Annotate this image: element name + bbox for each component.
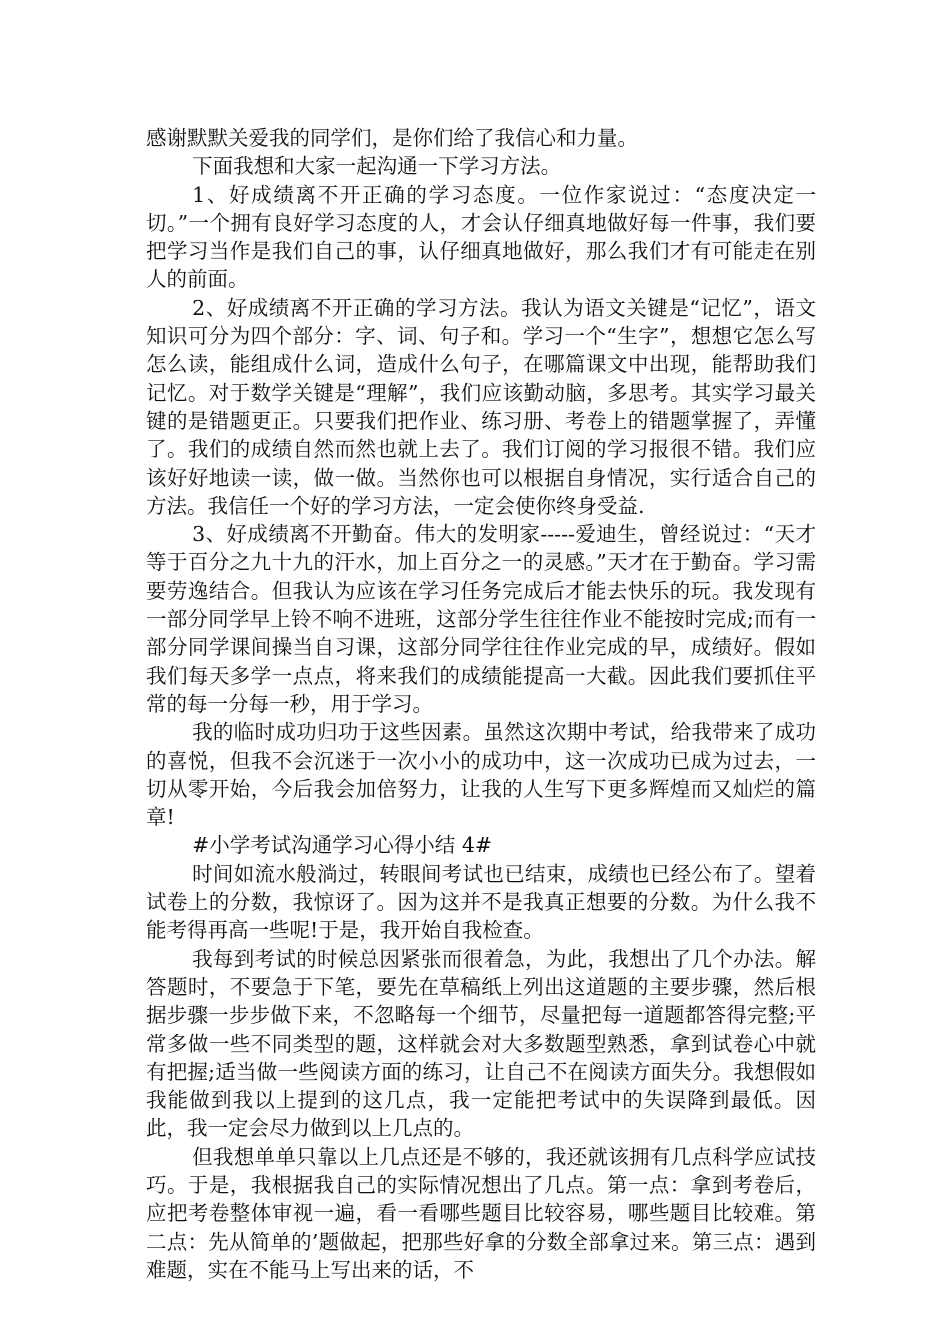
paragraph-point-method: 2、好成绩离不开正确的学习方法。我认为语文关键是“记忆”，语文知识可分为四个部分：字、词、句子和。学习一个“生字”，想想它怎么写怎么读，能组成什么词，造成什么句子，在哪篇课文中出现，能帮助我们记忆。对于数学关键是“理解”，我们应该勤动脑，多思考。其实学习最关键的是错题更正。只要我们把作业、练习册、考卷上的错题掌握了，弄懂了。我们的成绩自然而然也就上去了。我们订阅的学习报很不错。我们应该好好地读一读，做一做。当然你也可以根据自身情况，实行适合自己的方法。我信任一个好的学习方法，一定会使你终身受益. [146,295,816,518]
paragraph-conclusion: 我的临时成功归功于这些因素。虽然这次期中考试，给我带来了成功的喜悦，但我不会沉迷于一次小小的成功中，这一次成功已成为过去，一切从零开始，今后我会加倍努力，让我的人生写下更多辉煌而又灿烂的篇章! [146,720,816,830]
paragraph-thanks: 感谢默默关爱我的同学们，是你们给了我信心和力量。 [146,126,638,150]
paragraph-point-attitude: 1、好成绩离不开正确的学习态度。一位作家说过：“态度决定一切。”一个拥有良好学习态度的人，才会认仔细真地做好每一件事，我们要把学习当作是我们自己的事，认仔细真地做好，那么我们才有可能走在别人的前面。 [146,182,816,292]
paragraph-exam-strategies: 我每到考试的时候总因紧张而很着急，为此，我想出了几个办法。解答题时，不要急于下笔，要先在草稿纸上列出这道题的主要步骤，然后根据步骤一步步做下来，不忽略每一个细节，尽量把每一道题都答得完整;平常多做一些不同类型的题，这样就会对大多数题型熟悉，拿到试卷心中就有把握;适当做一些阅读方面的练习，让自己不在阅读方面失分。我想假如我能做到我以上提到的这几点，我一定能把考试中的失误降到最低。因此，我一定会尽力做到以上几点的。 [146,946,816,1141]
section-heading: #小学考试沟通学习心得小结 4# [192,833,493,858]
paragraph-intro-methods: 下面我想和大家一起沟通一下学习方法。 [192,154,562,179]
paragraph-point-diligence: 3、好成绩离不开勤奋。伟大的发明家-----爱迪生，曾经说过：“天才等于百分之九十九的汗水，加上百分之一的灵感。”天才在于勤奋。学习需要劳逸结合。但我认为应该在学习任务完成后才能去快乐的玩。我发现有一部分同学早上铃不响不进班，这部分学生往往作业不能按时完成;而有一部分同学课间操当自习课，这部分同学往往作业完成的早，成绩好。假如我们每天多学一点点，将来我们的成绩能提高一大截。因此我们要抓住平常的每一分每一秒，用于学习。 [146,522,816,716]
paragraph-exam-reflection: 时间如流水般淌过，转眼间考试也已结束，成绩也已经公布了。望着试卷上的分数，我惊讶了。因为这并不是我真正想要的分数。为什么我不能考得再高一些呢!于是，我开始自我检查。 [146,861,816,943]
paragraph-exam-techniques: 但我想单单只靠以上几点还是不够的，我还就该拥有几点科学应试技巧。于是，我根据我自己的实际情况想出了几点。第一点：拿到考卷后，应把考卷整体审视一遍，看一看哪些题目比较容易，哪些题目比较难。第二点：先从简单的’题做起，把那些好拿的分数全部拿过来。第三点：遇到难题，实在不能马上写出来的话，不 [146,1144,816,1282]
document-body [146,124,816,1284]
